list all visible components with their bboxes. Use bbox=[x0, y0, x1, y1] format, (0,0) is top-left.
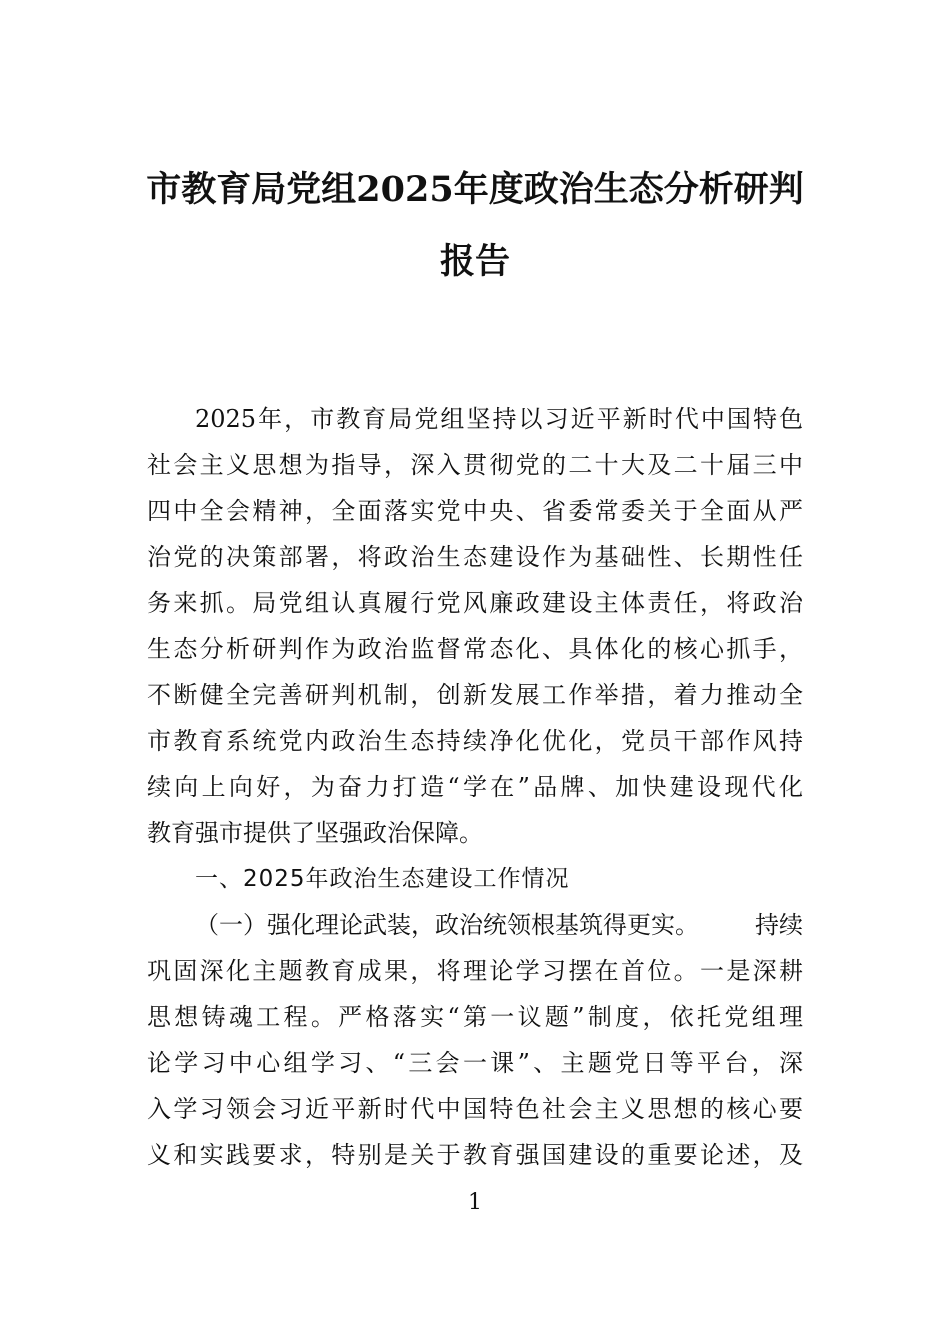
subsection-heading-1: （一）强化理论武装，政治统领根基筑得更实。 bbox=[195, 911, 699, 939]
intro-line: 市教育系统党内政治生态持续净化优化，党员干部作风持 bbox=[147, 727, 803, 755]
section-heading-1: 一、2025年政治生态建设工作情况 bbox=[195, 866, 570, 892]
subsection-1-line: 论学习中心组学习、“三会一课”、主题党日等平台，深 bbox=[147, 1049, 803, 1077]
intro-line: 生态分析研判作为政治监督常态化、具体化的核心抓手， bbox=[147, 635, 803, 663]
intro-line: 四中全会精神，全面落实党中央、省委常委关于全面从严 bbox=[147, 497, 803, 525]
intro-line: 社会主义思想为指导，深入贯彻党的二十大及二十届三中 bbox=[147, 451, 803, 479]
intro-line: 2025年，市教育局党组坚持以习近平新时代中国特色 bbox=[195, 405, 803, 433]
intro-line: 教育强市提供了坚强政治保障。 bbox=[147, 819, 483, 847]
intro-line: 务来抓。局党组认真履行党风廉政建设主体责任，将政治 bbox=[147, 589, 803, 617]
subsection-1-line: 义和实践要求，特别是关于教育强国建设的重要论述，及 bbox=[147, 1141, 803, 1169]
intro-line: 不断健全完善研判机制，创新发展工作举措，着力推动全 bbox=[147, 681, 803, 709]
subsection-1-line: 巩固深化主题教育成果，将理论学习摆在首位。一是深耕 bbox=[147, 957, 803, 985]
subsection-1-first-line bbox=[195, 910, 803, 940]
subsection-1-text: 持续 bbox=[755, 911, 803, 939]
document-title-line-1: 市教育局党组2025年度政治生态分析研判 bbox=[146, 169, 804, 210]
subsection-1-line: 入学习领会习近平新时代中国特色社会主义思想的核心要 bbox=[147, 1095, 803, 1123]
page-number: 1 bbox=[468, 1190, 482, 1215]
document-title-line-2: 报告 bbox=[439, 241, 510, 282]
intro-line: 续向上向好，为奋力打造“学在”品牌、加快建设现代化 bbox=[147, 773, 803, 801]
subsection-1-line: 思想铸魂工程。严格落实“第一议题”制度，依托党组理 bbox=[147, 1003, 803, 1031]
intro-line: 治党的决策部署，将政治生态建设作为基础性、长期性任 bbox=[147, 543, 803, 571]
